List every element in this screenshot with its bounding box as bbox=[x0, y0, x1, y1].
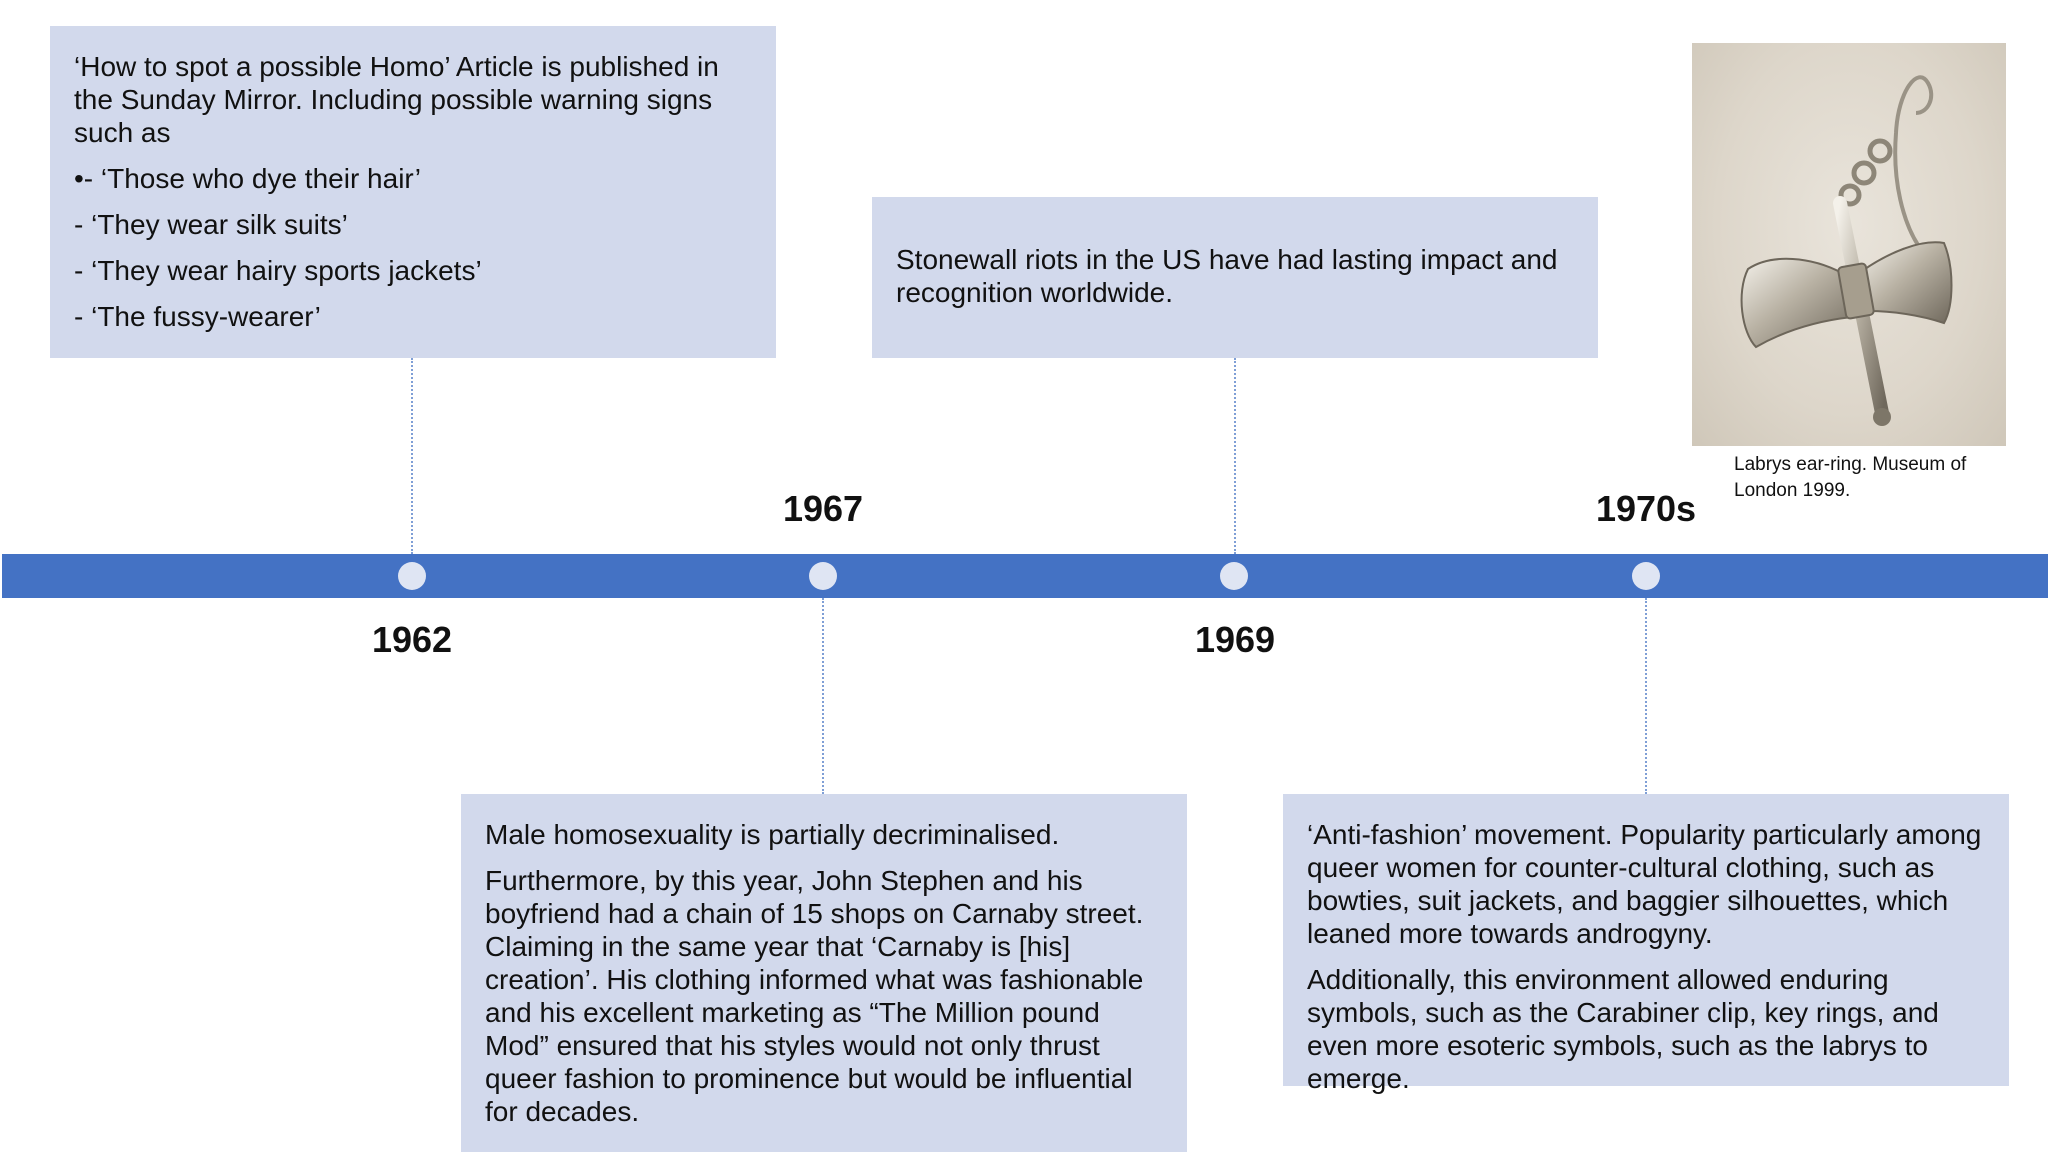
year-label-1970s: 1970s bbox=[1595, 488, 1697, 529]
year-label-1962: 1962 bbox=[371, 619, 453, 660]
timeline-dot-1970s bbox=[1632, 562, 1660, 590]
event-1962-list bbox=[74, 50, 752, 333]
event-box-1967 bbox=[461, 794, 1187, 1152]
event-box-1969 bbox=[872, 197, 1598, 358]
connector-1970s bbox=[1645, 598, 1647, 794]
event-1962-bullet: - ‘The fussy-wearer’ bbox=[74, 301, 321, 332]
timeline-dot-1962 bbox=[398, 562, 426, 590]
connector-1967 bbox=[822, 598, 824, 794]
timeline-dot-1969 bbox=[1220, 562, 1248, 590]
event-box-1970s bbox=[1283, 794, 2009, 1094]
connector-1969 bbox=[1234, 358, 1236, 554]
event-1967-text-1: Male homosexuality is partially decriminalised. bbox=[485, 819, 1060, 850]
timeline-bar bbox=[2, 554, 2048, 598]
year-label-1967: 1967 bbox=[782, 488, 864, 529]
event-1962-intro: ‘How to spot a possible Homo’ Article is published in the Sunday Mirror. Including possible warning signs such as bbox=[74, 51, 719, 148]
event-1962-bullet: - ‘They wear hairy sports jackets’ bbox=[74, 255, 482, 286]
connector-1962 bbox=[411, 358, 413, 554]
event-1969-text: Stonewall riots in the US have had lasting impact and recognition worldwide. bbox=[896, 244, 1558, 308]
event-1970s-text-2: Additionally, this environment allowed enduring symbols, such as the Carabiner clip, key rings, and even more esoteric symbols, such as the labrys to emerge. bbox=[1307, 964, 1939, 1094]
event-1962-bullet: •- ‘Those who dye their hair’ bbox=[74, 163, 421, 194]
event-1970s-text-1: ‘Anti-fashion’ movement. Popularity particularly among queer women for counter-cultural clothing, such as bowties, suit jackets, and baggier silhouettes, which leaned more towards androgyny. bbox=[1307, 819, 1982, 949]
labrys-icon bbox=[1692, 43, 2006, 446]
event-1967-text-2: Furthermore, by this year, John Stephen and his boyfriend had a chain of 15 shops on Carnaby street. Claiming in the same year that ‘Carnaby is [his] creation’. His clothing informed what was fashionable and his excellent marketing as “The Million pound Mod” ensured that his styles would not only thrust queer fashion to prominence but would be influential for decades. bbox=[485, 865, 1144, 1127]
labrys-earring-photo bbox=[1692, 43, 2006, 446]
event-box-1962 bbox=[50, 26, 776, 358]
timeline-dot-1967 bbox=[809, 562, 837, 590]
year-label-1969: 1969 bbox=[1194, 619, 1276, 660]
photo-caption: Labrys ear-ring. Museum of London 1999. bbox=[1734, 454, 1967, 501]
event-1962-bullet: - ‘They wear silk suits’ bbox=[74, 209, 348, 240]
